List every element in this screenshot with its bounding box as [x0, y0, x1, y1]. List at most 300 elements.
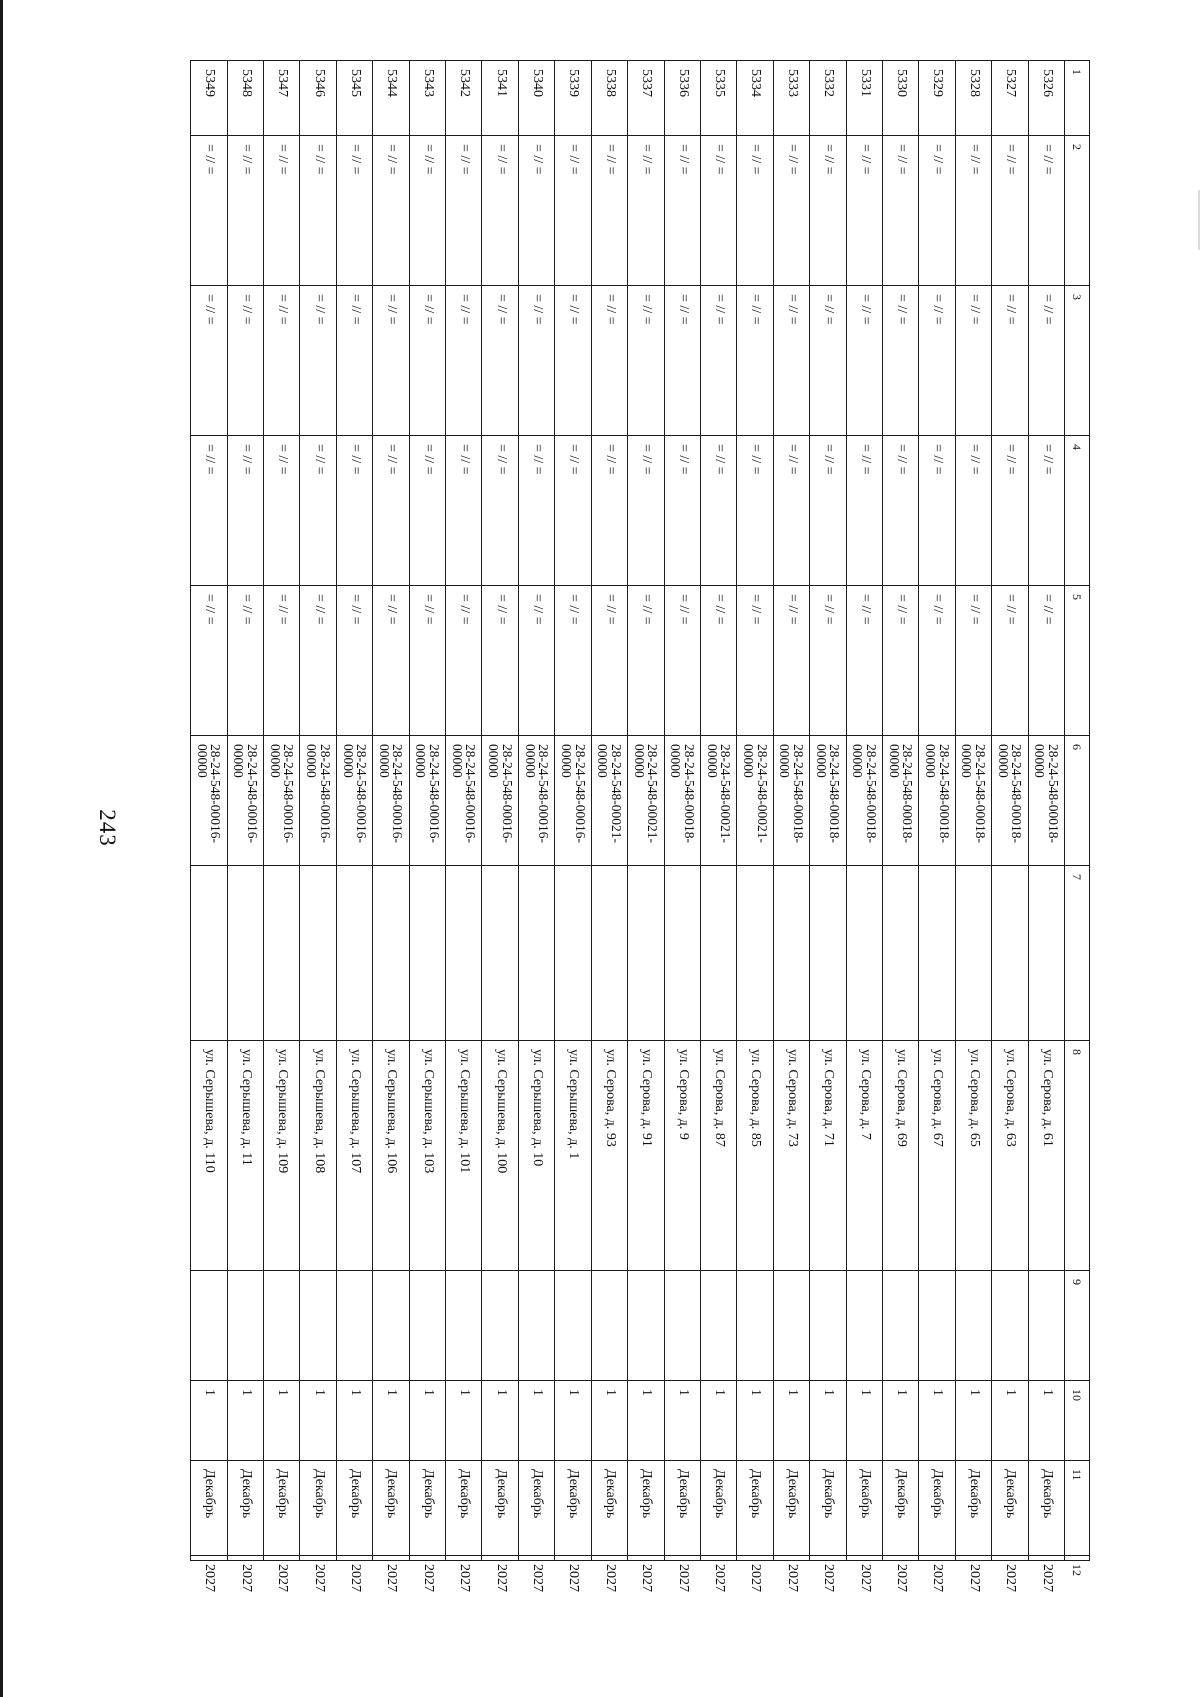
column-header-5: 5	[1065, 586, 1090, 736]
cell-col-9	[191, 1271, 228, 1381]
cell-quantity: 1	[518, 1381, 554, 1461]
cell-address: ул. Серышева, д. 100	[482, 1041, 518, 1271]
cell-col-5: = // =	[664, 586, 700, 736]
cell-month: Декабрь	[555, 1461, 591, 1556]
cell-address: ул. Серова, д. 85	[737, 1041, 773, 1271]
cell-row-number: 5332	[810, 61, 846, 136]
cell-col-3: = // =	[191, 286, 228, 436]
cell-month: Декабрь	[336, 1461, 372, 1556]
cell-cadastral-number: 28-24-548-00021-00000	[700, 736, 736, 866]
cell-year: 2027	[919, 1556, 955, 1561]
cell-quantity: 1	[737, 1381, 773, 1461]
scan-edge	[0, 0, 3, 1697]
cell-address: ул. Серышева, д. 107	[336, 1041, 372, 1271]
table-row	[955, 61, 991, 1561]
cell-row-number: 5337	[628, 61, 664, 136]
cell-quantity: 1	[373, 1381, 409, 1461]
cell-month: Декабрь	[409, 1461, 445, 1556]
cell-cadastral-number: 28-24-548-00016-00000	[482, 736, 518, 866]
table-row	[555, 61, 591, 1561]
cell-year: 2027	[409, 1556, 445, 1561]
cell-year: 2027	[264, 1556, 300, 1561]
cell-col-4: = // =	[373, 436, 409, 586]
column-header-1: 1	[1065, 61, 1090, 136]
cell-quantity: 1	[992, 1381, 1028, 1461]
cell-col-2: = // =	[264, 136, 300, 286]
table-row	[482, 61, 518, 1561]
cell-cadastral-number: 28-24-548-00018-00000	[846, 736, 882, 866]
cell-cadastral-number: 28-24-548-00016-00000	[300, 736, 336, 866]
cell-cadastral-number: 28-24-548-00018-00000	[1028, 736, 1064, 866]
cell-cadastral-number: 28-24-548-00018-00000	[664, 736, 700, 866]
cell-col-4: = // =	[919, 436, 955, 586]
cell-col-4: = // =	[336, 436, 372, 586]
cell-month: Декабрь	[591, 1461, 627, 1556]
cell-month: Декабрь	[373, 1461, 409, 1556]
cell-quantity: 1	[264, 1381, 300, 1461]
cell-cadastral-number: 28-24-548-00016-00000	[555, 736, 591, 866]
cell-col-9	[227, 1271, 263, 1381]
register-table	[190, 60, 1090, 1592]
cell-address: ул. Серышева, д. 106	[373, 1041, 409, 1271]
cell-row-number: 5335	[700, 61, 736, 136]
cell-col-9	[773, 1271, 809, 1381]
table-row	[737, 61, 773, 1561]
cell-col-2: = // =	[191, 136, 228, 286]
table-row	[191, 61, 228, 1561]
cell-col-7	[846, 866, 882, 1041]
cell-col-4: = // =	[446, 436, 482, 586]
column-header-8: 8	[1065, 1041, 1090, 1271]
cell-col-3: = // =	[955, 286, 991, 436]
cell-col-3: = // =	[373, 286, 409, 436]
cell-year: 2027	[555, 1556, 591, 1561]
cell-address: ул. Серова, д. 7	[846, 1041, 882, 1271]
table-row	[518, 61, 554, 1561]
cell-col-5: = // =	[446, 586, 482, 736]
cell-col-2: = // =	[700, 136, 736, 286]
cell-year: 2027	[992, 1556, 1028, 1561]
table-row	[810, 61, 846, 1561]
cell-address: ул. Серова, д. 63	[992, 1041, 1028, 1271]
cell-col-7	[264, 866, 300, 1041]
cell-row-number: 5349	[191, 61, 228, 136]
cell-row-number: 5328	[955, 61, 991, 136]
cell-col-7	[191, 866, 228, 1041]
cell-col-5: = // =	[591, 586, 627, 736]
cell-col-5: = // =	[336, 586, 372, 736]
cell-quantity: 1	[409, 1381, 445, 1461]
cell-cadastral-number: 28-24-548-00016-00000	[373, 736, 409, 866]
cell-col-4: = // =	[518, 436, 554, 586]
cell-address: ул. Серова, д. 87	[700, 1041, 736, 1271]
cell-address: ул. Серова, д. 65	[955, 1041, 991, 1271]
cell-col-3: = // =	[773, 286, 809, 436]
cell-col-7	[446, 866, 482, 1041]
cell-col-2: = // =	[555, 136, 591, 286]
cell-row-number: 5327	[992, 61, 1028, 136]
cell-cadastral-number: 28-24-548-00018-00000	[773, 736, 809, 866]
cell-cadastral-number: 28-24-548-00016-00000	[518, 736, 554, 866]
cell-col-4: = // =	[700, 436, 736, 586]
cell-cadastral-number: 28-24-548-00018-00000	[882, 736, 918, 866]
cell-col-9	[846, 1271, 882, 1381]
cell-col-5: = // =	[1028, 586, 1064, 736]
cell-year: 2027	[846, 1556, 882, 1561]
cell-year: 2027	[373, 1556, 409, 1561]
cell-row-number: 5338	[591, 61, 627, 136]
cell-quantity: 1	[882, 1381, 918, 1461]
cell-row-number: 5326	[1028, 61, 1064, 136]
cell-year: 2027	[300, 1556, 336, 1561]
cell-row-number: 5336	[664, 61, 700, 136]
cell-row-number: 5345	[336, 61, 372, 136]
cell-col-5: = // =	[737, 586, 773, 736]
cell-quantity: 1	[700, 1381, 736, 1461]
cell-col-4: = // =	[300, 436, 336, 586]
cell-col-5: = // =	[700, 586, 736, 736]
cell-row-number: 5342	[446, 61, 482, 136]
column-header-10: 10	[1065, 1381, 1090, 1461]
cell-address: ул. Серышева, д. 1	[555, 1041, 591, 1271]
cell-col-7	[919, 866, 955, 1041]
cell-col-5: = // =	[555, 586, 591, 736]
cell-col-3: = // =	[992, 286, 1028, 436]
cell-col-2: = // =	[628, 136, 664, 286]
table-row	[446, 61, 482, 1561]
cell-col-7	[591, 866, 627, 1041]
cell-col-7	[773, 866, 809, 1041]
cell-col-7	[518, 866, 554, 1041]
cell-month: Декабрь	[1028, 1461, 1064, 1556]
table-row	[300, 61, 336, 1561]
cell-col-4: = // =	[664, 436, 700, 586]
cell-col-3: = // =	[409, 286, 445, 436]
cell-col-4: = // =	[482, 436, 518, 586]
cell-row-number: 5344	[373, 61, 409, 136]
cell-col-2: = // =	[591, 136, 627, 286]
cell-col-9	[700, 1271, 736, 1381]
cell-col-4: = // =	[264, 436, 300, 586]
cell-col-9	[664, 1271, 700, 1381]
cell-col-7	[737, 866, 773, 1041]
cell-cadastral-number: 28-24-548-00018-00000	[992, 736, 1028, 866]
cell-cadastral-number: 28-24-548-00016-00000	[191, 736, 228, 866]
cell-quantity: 1	[1028, 1381, 1064, 1461]
cell-month: Декабрь	[191, 1461, 228, 1556]
cell-year: 2027	[227, 1556, 263, 1561]
cell-month: Декабрь	[737, 1461, 773, 1556]
cell-col-4: = // =	[955, 436, 991, 586]
cell-month: Декабрь	[482, 1461, 518, 1556]
cell-cadastral-number: 28-24-548-00016-00000	[446, 736, 482, 866]
cell-col-2: = // =	[664, 136, 700, 286]
cell-cadastral-number: 28-24-548-00016-00000	[264, 736, 300, 866]
cell-col-3: = // =	[919, 286, 955, 436]
cell-col-7	[555, 866, 591, 1041]
cell-col-2: = // =	[482, 136, 518, 286]
cell-year: 2027	[628, 1556, 664, 1561]
cell-row-number: 5329	[919, 61, 955, 136]
cell-year: 2027	[336, 1556, 372, 1561]
cell-col-9	[591, 1271, 627, 1381]
cell-col-4: = // =	[628, 436, 664, 586]
cell-row-number: 5330	[882, 61, 918, 136]
cell-col-3: = // =	[264, 286, 300, 436]
cell-row-number: 5348	[227, 61, 263, 136]
column-header-3: 3	[1065, 286, 1090, 436]
cell-col-9	[482, 1271, 518, 1381]
cell-address: ул. Серышева, д. 103	[409, 1041, 445, 1271]
cell-col-2: = // =	[846, 136, 882, 286]
cell-year: 2027	[482, 1556, 518, 1561]
cell-month: Декабрь	[846, 1461, 882, 1556]
cell-cadastral-number: 28-24-548-00018-00000	[919, 736, 955, 866]
cell-month: Декабрь	[919, 1461, 955, 1556]
cell-col-3: = // =	[300, 286, 336, 436]
cell-col-3: = // =	[1028, 286, 1064, 436]
cell-col-3: = // =	[810, 286, 846, 436]
cell-col-2: = // =	[810, 136, 846, 286]
cell-quantity: 1	[664, 1381, 700, 1461]
cell-col-3: = // =	[227, 286, 263, 436]
cell-col-9	[264, 1271, 300, 1381]
cell-year: 2027	[1028, 1556, 1064, 1561]
cell-row-number: 5341	[482, 61, 518, 136]
cell-col-5: = // =	[955, 586, 991, 736]
cell-col-7	[664, 866, 700, 1041]
cell-quantity: 1	[955, 1381, 991, 1461]
cell-year: 2027	[810, 1556, 846, 1561]
cell-year: 2027	[882, 1556, 918, 1561]
cell-col-7	[628, 866, 664, 1041]
cell-address: ул. Серышева, д. 11	[227, 1041, 263, 1271]
cell-month: Декабрь	[882, 1461, 918, 1556]
cell-cadastral-number: 28-24-548-00021-00000	[628, 736, 664, 866]
cell-col-5: = // =	[919, 586, 955, 736]
cell-year: 2027	[446, 1556, 482, 1561]
cell-col-2: = // =	[737, 136, 773, 286]
cell-col-3: = // =	[482, 286, 518, 436]
cell-col-4: = // =	[1028, 436, 1064, 586]
cell-month: Декабрь	[264, 1461, 300, 1556]
cell-col-5: = // =	[773, 586, 809, 736]
cell-address: ул. Серышева, д. 108	[300, 1041, 336, 1271]
table-row	[373, 61, 409, 1561]
cell-col-4: = // =	[992, 436, 1028, 586]
cell-col-3: = // =	[700, 286, 736, 436]
cell-col-9	[992, 1271, 1028, 1381]
cell-cadastral-number: 28-24-548-00016-00000	[336, 736, 372, 866]
cell-col-2: = // =	[882, 136, 918, 286]
cell-col-3: = // =	[846, 286, 882, 436]
cell-col-5: = // =	[373, 586, 409, 736]
cell-col-2: = // =	[446, 136, 482, 286]
cell-col-3: = // =	[628, 286, 664, 436]
cell-address: ул. Серова, д. 9	[664, 1041, 700, 1271]
cell-col-7	[227, 866, 263, 1041]
cell-col-7	[409, 866, 445, 1041]
cell-month: Декабрь	[810, 1461, 846, 1556]
cell-quantity: 1	[446, 1381, 482, 1461]
cell-address: ул. Серышева, д. 109	[264, 1041, 300, 1271]
cell-col-5: = // =	[482, 586, 518, 736]
cell-col-7	[955, 866, 991, 1041]
header-row	[1065, 61, 1090, 1561]
cell-cadastral-number: 28-24-548-00016-00000	[409, 736, 445, 866]
cell-quantity: 1	[555, 1381, 591, 1461]
cell-col-7	[373, 866, 409, 1041]
column-header-9: 9	[1065, 1271, 1090, 1381]
cell-cadastral-number: 28-24-548-00021-00000	[737, 736, 773, 866]
table-row	[664, 61, 700, 1561]
cell-quantity: 1	[191, 1381, 228, 1461]
cell-col-5: = // =	[264, 586, 300, 736]
cell-address: ул. Серова, д. 61	[1028, 1041, 1064, 1271]
table-row	[227, 61, 263, 1561]
cell-col-4: = // =	[846, 436, 882, 586]
column-header-6: 6	[1065, 736, 1090, 866]
cell-col-5: = // =	[227, 586, 263, 736]
cell-col-5: = // =	[882, 586, 918, 736]
cell-col-5: = // =	[409, 586, 445, 736]
cell-year: 2027	[955, 1556, 991, 1561]
cell-month: Декабрь	[628, 1461, 664, 1556]
cell-col-3: = // =	[591, 286, 627, 436]
cell-address: ул. Серова, д. 67	[919, 1041, 955, 1271]
cell-col-9	[518, 1271, 554, 1381]
cell-col-5: = // =	[518, 586, 554, 736]
cell-col-2: = // =	[373, 136, 409, 286]
cell-cadastral-number: 28-24-548-00016-00000	[227, 736, 263, 866]
cell-col-9	[628, 1271, 664, 1381]
column-header-7: 7	[1065, 866, 1090, 1041]
cell-col-5: = // =	[628, 586, 664, 736]
cell-address: ул. Серова, д. 69	[882, 1041, 918, 1271]
table-row	[336, 61, 372, 1561]
cell-col-4: = // =	[882, 436, 918, 586]
cell-quantity: 1	[482, 1381, 518, 1461]
cell-month: Декабрь	[300, 1461, 336, 1556]
cell-col-2: = // =	[336, 136, 372, 286]
cell-col-2: = // =	[518, 136, 554, 286]
table-row	[919, 61, 955, 1561]
cell-quantity: 1	[846, 1381, 882, 1461]
cell-col-3: = // =	[446, 286, 482, 436]
cell-row-number: 5340	[518, 61, 554, 136]
cell-col-2: = // =	[1028, 136, 1064, 286]
table-row	[1028, 61, 1064, 1561]
cell-row-number: 5347	[264, 61, 300, 136]
cell-row-number: 5331	[846, 61, 882, 136]
cell-col-7	[992, 866, 1028, 1041]
cell-cadastral-number: 28-24-548-00021-00000	[591, 736, 627, 866]
table-body	[191, 61, 1065, 1592]
cell-col-9	[737, 1271, 773, 1381]
cell-col-4: = // =	[591, 436, 627, 586]
cell-address: ул. Серова, д. 71	[810, 1041, 846, 1271]
table-row	[591, 61, 627, 1561]
cell-year: 2027	[518, 1556, 554, 1561]
cell-row-number: 5339	[555, 61, 591, 136]
table-row	[628, 61, 664, 1561]
cell-col-9	[336, 1271, 372, 1381]
cell-col-4: = // =	[737, 436, 773, 586]
cell-col-5: = // =	[191, 586, 228, 736]
cell-address: ул. Серышева, д. 10	[518, 1041, 554, 1271]
column-header-12: 12	[1065, 1556, 1090, 1561]
cell-col-9	[446, 1271, 482, 1381]
cell-quantity: 1	[591, 1381, 627, 1461]
cell-year: 2027	[664, 1556, 700, 1561]
table-row	[992, 61, 1028, 1561]
cell-year: 2027	[773, 1556, 809, 1561]
cell-quantity: 1	[810, 1381, 846, 1461]
cell-col-5: = // =	[300, 586, 336, 736]
cell-col-9	[919, 1271, 955, 1381]
cell-month: Декабрь	[227, 1461, 263, 1556]
cell-col-3: = // =	[882, 286, 918, 436]
cell-col-2: = // =	[773, 136, 809, 286]
cell-quantity: 1	[336, 1381, 372, 1461]
cell-col-7	[882, 866, 918, 1041]
cell-row-number: 5343	[409, 61, 445, 136]
cell-cadastral-number: 28-24-548-00018-00000	[955, 736, 991, 866]
cell-col-3: = // =	[664, 286, 700, 436]
cell-col-3: = // =	[737, 286, 773, 436]
cell-month: Декабрь	[664, 1461, 700, 1556]
cell-year: 2027	[737, 1556, 773, 1561]
cell-year: 2027	[191, 1556, 228, 1561]
cell-col-3: = // =	[336, 286, 372, 436]
cell-col-2: = // =	[955, 136, 991, 286]
cell-col-7	[700, 866, 736, 1041]
column-header-4: 4	[1065, 436, 1090, 586]
column-header-2: 2	[1065, 136, 1090, 286]
cell-col-4: = // =	[191, 436, 228, 586]
cell-address: ул. Серова, д. 93	[591, 1041, 627, 1271]
cell-month: Декабрь	[773, 1461, 809, 1556]
table-row	[700, 61, 736, 1561]
cell-col-9	[300, 1271, 336, 1381]
cell-month: Декабрь	[992, 1461, 1028, 1556]
cell-month: Декабрь	[700, 1461, 736, 1556]
cell-col-3: = // =	[555, 286, 591, 436]
cell-col-5: = // =	[810, 586, 846, 736]
cell-month: Декабрь	[446, 1461, 482, 1556]
cell-col-7	[1028, 866, 1064, 1041]
register-table-container	[190, 60, 1090, 1592]
cell-col-9	[373, 1271, 409, 1381]
cell-address: ул. Серова, д. 91	[628, 1041, 664, 1271]
cell-col-7	[300, 866, 336, 1041]
cell-col-5: = // =	[846, 586, 882, 736]
cell-row-number: 5333	[773, 61, 809, 136]
cell-col-9	[555, 1271, 591, 1381]
cell-col-4: = // =	[409, 436, 445, 586]
cell-col-7	[336, 866, 372, 1041]
cell-quantity: 1	[628, 1381, 664, 1461]
column-header-11: 11	[1065, 1461, 1090, 1556]
cell-col-4: = // =	[227, 436, 263, 586]
table-row	[409, 61, 445, 1561]
cell-year: 2027	[591, 1556, 627, 1561]
cell-col-2: = // =	[227, 136, 263, 286]
cell-address: ул. Серышева, д. 110	[191, 1041, 228, 1271]
cell-col-9	[1028, 1271, 1064, 1381]
cell-col-3: = // =	[518, 286, 554, 436]
cell-quantity: 1	[300, 1381, 336, 1461]
